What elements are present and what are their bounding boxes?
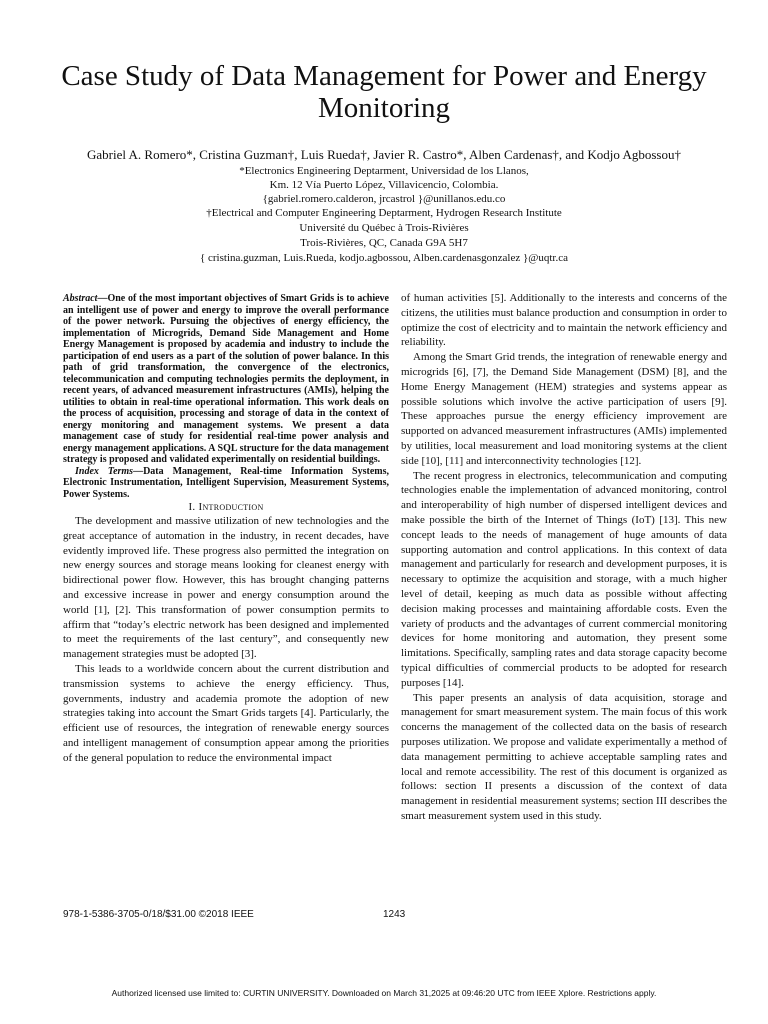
body-paragraph: The recent progress in electronics, telecommunication and computing technologies enable the implementation of advanced monitoring, control and interoperability of high number of dispersed intelligent devices and make possible the birth of the Internet of Things (IoT) [13]. This new concept leads to the needs of management of huge amounts of data supporting automation and control applications. In this context of data management and particularly for research and development purposes, it is necessary to optimize the acquisition and storage, with a much higher level of detail, keeping as much data as possible without affecting decision making processes and maintaining affordable costs. Even the variety of products and the advantages of current commercial monitoring devices for home monitoring and automation, they present some limitations. Specifically, sampling rates and data storage capacity become typical difficulties of commercial products to be adopted for research purposes [14]. xyxy=(401,469,727,689)
body-paragraph: Among the Smart Grid trends, the integration of renewable energy and microgrids [6], [7], the Demand Side Management (DSM) [8], and the Home Energy Management (HEM) strategies and systems appear as possible solutions which involve the active participation of users [9]. These approaches pursue the energy efficiency improvement are supported on advanced measurement infrastructures (AMIs) implemented by utilities, local measurement and load monitoring systems at the client side [10], [11] and interconnectivity technologies [12]. xyxy=(401,351,727,467)
body-paragraph: This leads to a worldwide concern about the current distribution and transmission systems to achieve the energy efficiency. Thus, governments, industry and academia promote the adoption of new strategies taking into account the Smart Grids targets [4]. Particularly, the efficient use of resources, the integration of renewable energy sources and intelligent management of consumption appear among the priorities of the general population to reduce the environmental impact xyxy=(63,662,389,764)
footer-isbn: 978-1-5386-3705-0/18/$31.00 ©2018 IEEE xyxy=(63,909,254,920)
index-terms-text: —Data Management, Real-time Information Systems, Electronic Instrumentation, Intelligent Supervision, Measurement Systems, Power Systems. xyxy=(63,465,389,500)
affiliation-line: Université du Québec à Trois-Rivières xyxy=(299,222,469,234)
abstract-text: —One of the most important objectives of Smart Grids is to achieve an intelligent use of power and energy to improve the overall performance of the power network. Pursuing the objectives of energy efficiency, the implementation of Microgrids, Demand Side Management and Home Energy Management is proposed by academia and industry to include the participation of end users as a part of the solution of power balance. In this path of grid transformation, the convergence of the electronics, telecommunication and computing technologies permits the deployment, in recent years, of advanced measurement infrastructures (AMIs), helping the utilities to obtain in real-time operational information. This work deals on the process of acquisition, processing and storage of data in the context of energy monitoring and management systems. We present a data management case of study for residential real-time power analysis and energy management applications. A SQL structure for the data management strategy is proposed and validated experimentally on residential buildings. xyxy=(63,293,389,465)
body-paragraph: of human activities [5]. Additionally to the interests and concerns of the citizens, the utilities must balance production and consumption in order to optimize the cost of electricity and to maintain the network efficiency and reliability. xyxy=(401,292,727,349)
index-terms-lead: Index Terms xyxy=(75,465,134,477)
section-heading: I. Introduction xyxy=(188,501,264,513)
affiliation-line: Km. 12 Vía Puerto López, Villavicencio, Colombia. xyxy=(269,179,499,191)
affiliation-line: Trois-Rivières, QC, Canada G9A 5H7 xyxy=(300,237,468,249)
affiliation-email: {gabriel.romero.calderon, jrcastrol }@unillanos.edu.co xyxy=(262,193,506,205)
paper-title: Case Study of Data Management for Power and Energy Monitoring xyxy=(61,60,707,124)
abstract xyxy=(63,293,389,466)
left-column xyxy=(63,293,389,766)
body-paragraph: This paper presents an analysis of data acquisition, storage and management for smart measurement system. The main focus of this work concerns the management of the collected data on the basis of research purposes utilization. We propose and validate experimentally a method of data management permitting to achieve acceptable sampling rates and local and remote accessibility. The rest of this document is organized as follows: section II presents a discussion of the context of data management in residential measurement systems; section III describes the smart measurement system used in this study. xyxy=(401,691,727,822)
page-number: 1243 xyxy=(383,909,406,920)
index-terms xyxy=(63,466,389,501)
affiliation-line: *Electronics Engineering Deptarment, Universidad de los Llanos, xyxy=(239,165,529,177)
abstract-lead: Abstract xyxy=(63,293,98,304)
affiliation-email: { cristina.guzman, Luis.Rueda, kodjo.agbossou, Alben.cardenasgonzalez }@uqtr.ca xyxy=(199,252,568,264)
license-notice: Authorized licensed use limited to: CURTIN UNIVERSITY. Downloaded on March 31,2025 at 09:46:20 UTC from IEEE Xplore. Restrictions apply. xyxy=(111,988,657,998)
body-paragraph: The development and massive utilization of new technologies and the great acceptance of automation in the industry, in recent decades, have evidently improved life. These progress also permitted the integration on new energy sources and storage means looking for cleanest energy with bidirectional power flow. However, this has brought changing patterns and excessive increase in power and energy consumption around the world [1], [2]. This transformation of power consumption permits to affirm that “today’s electric network has been designed and implemented to meet the requirements of the last century”, and consequently new management strategies must be adopted [3]. xyxy=(63,515,389,661)
author-list: Gabriel A. Romero*, Cristina Guzman†, Luis Rueda†, Javier R. Castro*, Alben Cardenas†, and Kodjo Agbossou† xyxy=(87,147,681,162)
right-column xyxy=(401,291,727,824)
affiliation-line: †Electrical and Computer Engineering Deptarment, Hydrogen Research Institute xyxy=(206,207,562,219)
